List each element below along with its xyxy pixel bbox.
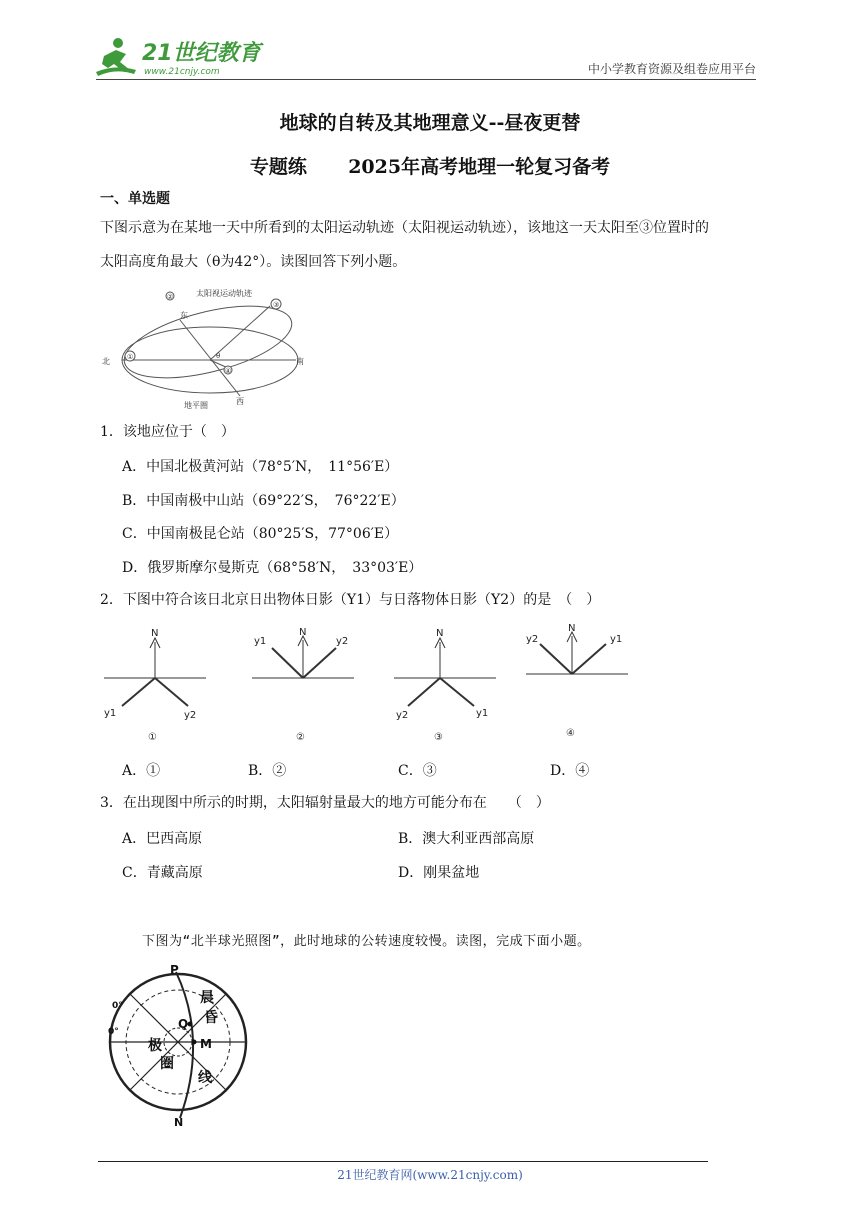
fig1-south: 南 — [296, 357, 304, 366]
fig3-quan: 圈 — [160, 1056, 174, 1072]
header-platform-text: 中小学教育资源及组卷应用平台 — [587, 62, 756, 76]
d1-y2: y2 — [184, 710, 197, 721]
footer-link[interactable]: 21世纪教育网(www.21cnjy.com) — [337, 1168, 523, 1182]
logo-text: 21世纪教育 — [142, 41, 261, 66]
q1-option-c: C．中国南极昆仑站（80°25′S，77°06′E） — [122, 526, 399, 542]
section-heading: 一、单选题 — [100, 191, 170, 207]
shadow-diagram-1 — [100, 626, 210, 750]
q2-option-c: C．③ — [398, 763, 437, 779]
fig1-north: 北 — [102, 357, 110, 366]
fig1-theta: θ — [216, 352, 221, 360]
q3-option-c: C．青藏高原 — [122, 865, 203, 881]
q2-option-b: B．② — [248, 763, 287, 779]
q3-option-d: D．刚果盆地 — [398, 865, 480, 881]
fig3-hun: 昏 — [204, 1010, 218, 1026]
d1-n: N — [151, 628, 159, 639]
fig1-point-4: ④ — [225, 367, 232, 375]
shadow-diagram-4 — [522, 622, 632, 746]
fig1-point-1: ① — [127, 353, 134, 361]
d3-y1: y1 — [476, 708, 489, 719]
q3-stem: 3．在出现图中所示的时期，太阳辐射量最大的地方可能分布在 （ ） — [100, 795, 550, 811]
intro-line-1: 下图示意为在某地一天中所看到的太阳运动轨迹（太阳视运动轨迹），该地这一天太阳至③位置时的 — [100, 220, 709, 236]
footer-divider — [98, 1161, 708, 1162]
q1-option-b: B．中国南极中山站（69°22′S， 76°22′E） — [122, 493, 405, 509]
q2-stem: 2．下图中符合该日北京日出物体日影（Y1）与日落物体日影（Y2）的是 （ ） — [100, 592, 601, 608]
fig3-Q: Q — [178, 1017, 189, 1031]
q2-option-a: A．① — [122, 763, 161, 779]
fig1-top-label: 太阳视运动轨迹 — [196, 289, 252, 298]
q3-option-a: A．巴西高原 — [122, 831, 203, 847]
d1-y1: y1 — [104, 708, 117, 719]
intro-line-2: 太阳高度角最大（θ为42°）。读图回答下列小题。 — [100, 254, 407, 270]
fig3-M: M — [200, 1037, 212, 1051]
sun-path-figure — [100, 284, 310, 418]
q3-option-b: B．澳大利亚西部高原 — [398, 831, 535, 847]
shadow-diagram-2 — [248, 626, 358, 750]
d3-n: N — [436, 628, 444, 639]
subtitle-part-a: 专题练 — [249, 156, 307, 178]
fig1-bottom-label: 地平圈 — [184, 401, 208, 410]
intro-2: 下图为“北半球光照图”，此时地球的公转速度较慢。读图，完成下面小题。 — [142, 934, 591, 949]
d1-num: ① — [148, 732, 157, 743]
fig3-zero-2: 0° — [108, 1027, 119, 1037]
fig3-P: P — [170, 963, 179, 977]
fig3-chen: 晨 — [200, 990, 214, 1006]
fig3-N: N — [174, 1116, 184, 1129]
fig1-east: 东 — [180, 311, 188, 320]
q1-option-d: D．俄罗斯摩尔曼斯克（68°58′N， 33°03′E） — [122, 560, 423, 576]
d4-y2: y2 — [526, 634, 539, 645]
d2-num: ② — [296, 732, 305, 743]
shadow-diagram-3 — [390, 626, 500, 750]
subtitle-part-b: 2025年高考地理一轮复习备考 — [348, 156, 611, 178]
north-hemisphere-illumination-figure — [100, 960, 260, 1134]
d3-num: ③ — [434, 732, 443, 743]
fig1-west: 西 — [236, 397, 244, 406]
d2-n: N — [299, 627, 307, 638]
fig1-point-3: ③ — [273, 301, 280, 309]
fig3-xian: 线 — [198, 1070, 212, 1086]
q1-option-a: A．中国北极黄河站（78°5′N， 11°56′E） — [122, 459, 399, 475]
page-title: 地球的自转及其地理意义--昼夜更替 — [279, 112, 581, 134]
fig3-ji: 极 — [148, 1038, 162, 1054]
header-divider — [96, 79, 756, 80]
d2-y2: y2 — [336, 636, 349, 647]
fig1-point-2: ② — [167, 293, 174, 301]
d4-n: N — [568, 623, 576, 634]
q1-stem: 1．该地应位于（ ） — [100, 424, 235, 440]
page-subtitle — [0, 152, 860, 179]
d2-y1: y1 — [254, 636, 267, 647]
d4-num: ④ — [566, 728, 575, 739]
fig3-zero-1: 0° — [112, 1001, 123, 1011]
site-logo — [96, 34, 266, 78]
logo-url: www.21cnjy.com — [144, 67, 220, 77]
d4-y1: y1 — [610, 634, 623, 645]
q2-option-d: D．④ — [550, 763, 590, 779]
d3-y2: y2 — [396, 710, 409, 721]
